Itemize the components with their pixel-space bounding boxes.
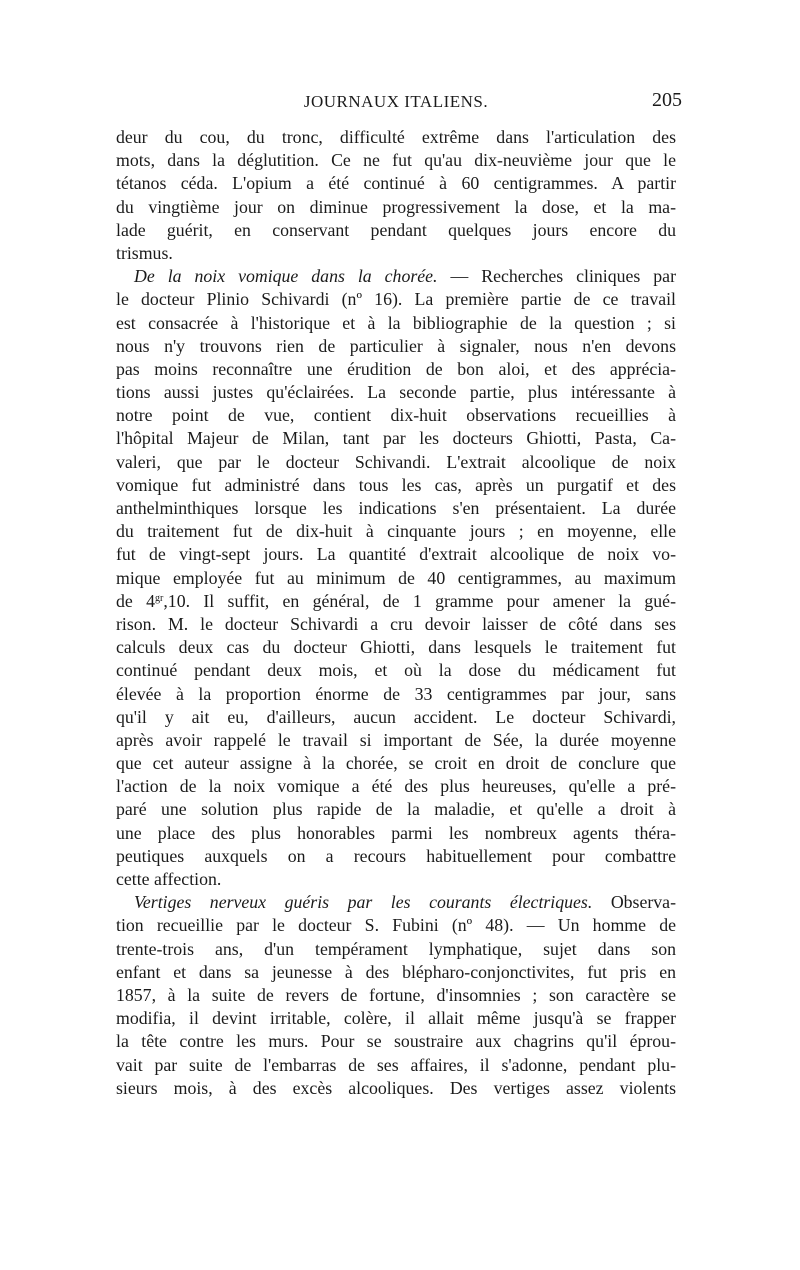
- line-text: cette affection.: [116, 869, 222, 889]
- text-line: [116, 1030, 676, 1053]
- line-text: qu'il y ait eu, d'ailleurs, aucun accident. Le docteur Schivardi,: [116, 706, 676, 727]
- text-line: [116, 822, 676, 845]
- line-text: que cet auteur assigne à la chorée, se croit en droit de conclure que: [116, 753, 676, 774]
- text-line: [116, 451, 676, 474]
- line-text: fut de vingt-sept jours. La quantité d'extrait alcoolique de noix vo-: [116, 544, 676, 565]
- line-text: continué pendant deux mois, et où la dose du médicament fut: [116, 660, 676, 681]
- text-line: [116, 149, 676, 172]
- line-text: après avoir rappelé le travail si important de Sée, la durée moyenne: [116, 729, 676, 750]
- text-line: [116, 914, 676, 937]
- line-text: peutiques auxquels on a recours habituellement pour combattre: [116, 845, 676, 866]
- text-line: [116, 126, 676, 149]
- text-line: [116, 543, 676, 566]
- line-text: lade guérit, en conservant pendant quelques jours encore du: [116, 219, 676, 240]
- text-line: [116, 358, 676, 381]
- text-line: [116, 219, 676, 242]
- line-text: vait par suite de l'embarras de ses affaires, il s'adonne, pendant plu-: [116, 1054, 676, 1075]
- text-line: [116, 706, 676, 729]
- running-head: [116, 89, 682, 120]
- text-line: [116, 474, 676, 497]
- line-text: trismus.: [116, 242, 173, 263]
- text-line: [116, 729, 676, 752]
- italic-heading: Vertiges nerveux guéris par les courants électriques.: [134, 892, 593, 913]
- line-text: l'action de la noix vomique a été des plus heureuses, qu'elle a pré-: [116, 776, 676, 797]
- text-line: [116, 659, 676, 682]
- text-line: [116, 868, 676, 891]
- line-text: modifia, il devint irritable, colère, il allait même jusqu'à se frapper: [116, 1008, 676, 1029]
- line-text: enfant et dans sa jeunesse à des blépharo-conjonctivites, fut pris en: [116, 961, 676, 982]
- text-line: [116, 196, 676, 219]
- text-line: [116, 1054, 676, 1077]
- body-text: [116, 126, 676, 1100]
- text-line: [116, 381, 676, 404]
- text-line: [116, 775, 676, 798]
- line-text: ,10. Il suffit, en général, de 1 gramme pour amener la gué-: [163, 590, 676, 611]
- text-line: [116, 427, 676, 450]
- line-text: nous n'y trouvons rien de particulier à signaler, nous n'en devons: [116, 335, 676, 356]
- line-text: valeri, que par le docteur Schivandi. L'extrait alcoolique de noix: [116, 451, 676, 472]
- line-text: élevée à la proportion énorme de 33 centigrammes par jour, sans: [116, 683, 676, 704]
- text-line: [116, 984, 676, 1007]
- line-text: l'hôpital Majeur de Milan, tant par les docteurs Ghiotti, Pasta, Ca-: [116, 428, 676, 449]
- text-line: [116, 1077, 676, 1100]
- line-text: Observa-: [592, 892, 676, 913]
- text-line: [116, 1007, 676, 1030]
- line-text: le docteur Plinio Schivardi (nº 16). La première partie de ce travail: [116, 289, 676, 310]
- text-line: [116, 938, 676, 961]
- text-line: [116, 845, 676, 868]
- book-page: [116, 89, 682, 1100]
- text-line: [116, 567, 676, 590]
- line-text: 1857, à la suite de revers de fortune, d'insomnies ; son caractère se: [116, 984, 676, 1005]
- text-line: [116, 613, 676, 636]
- line-text: deur du cou, du tronc, difficulté extrême dans l'articulation des: [116, 127, 676, 147]
- line-text: mique employée fut au minimum de 40 centigrammes, au maximum: [116, 567, 676, 588]
- text-line: [116, 798, 676, 821]
- text-line: [116, 891, 676, 914]
- line-text: mots, dans la déglutition. Ce ne fut qu'au dix-neuvième jour que le: [116, 150, 676, 171]
- line-text: tion recueillie par le docteur S. Fubini (nº 48). — Un homme de: [116, 915, 676, 936]
- text-line: [116, 312, 676, 335]
- text-line: [116, 404, 676, 427]
- line-text: une place des plus honorables parmi les nombreux agents théra-: [116, 822, 676, 843]
- italic-heading: De la noix vomique dans la chorée.: [134, 266, 438, 287]
- line-text: anthelminthiques lorsque les indications s'en présentaient. La durée: [116, 498, 676, 518]
- text-line: [116, 288, 676, 311]
- line-text: est consacrée à l'historique et à la bibliographie de la question ; si: [116, 312, 676, 333]
- page-number: 205: [652, 89, 682, 111]
- line-text: la tête contre les murs. Pour se soustraire aux chagrins qu'il éprou-: [116, 1031, 676, 1052]
- text-line: [116, 242, 676, 265]
- line-text: paré une solution plus rapide de la maladie, et qu'elle a droit à: [116, 799, 676, 820]
- line-text: — Recherches cliniques par: [437, 266, 676, 287]
- line-text: du vingtième jour on diminue progressivement la dose, et la ma-: [116, 196, 676, 217]
- running-head-title: JOURNAUX ITALIENS.: [303, 92, 489, 111]
- line-text: sieurs mois, à des excès alcooliques. Des vertiges assez violents: [116, 1077, 676, 1098]
- line-text: notre point de vue, contient dix-huit observations recueillies à: [116, 405, 676, 426]
- line-text: pas moins reconnaître une érudition de bon aloi, et des apprécia-: [116, 358, 676, 379]
- line-text: tétanos céda. L'opium a été continué à 60 centigrammes. A partir: [116, 173, 676, 194]
- line-text: du traitement fut de dix-huit à cinquante jours ; en moyenne, elle: [116, 521, 676, 542]
- text-line: [116, 497, 676, 520]
- text-line: [116, 265, 676, 288]
- text-line: [116, 752, 676, 775]
- text-line: [116, 636, 676, 659]
- text-line: [116, 335, 676, 358]
- superscript-unit: gr: [155, 592, 164, 604]
- line-text: de 4: [116, 590, 156, 611]
- text-line: [116, 590, 676, 613]
- line-text: calculs deux cas du docteur Ghiotti, dans lesquels le traitement fut: [116, 637, 676, 658]
- line-text: tions aussi justes qu'éclairées. La seconde partie, plus intéressante à: [116, 382, 676, 403]
- line-text: vomique fut administré dans tous les cas, après un purgatif et des: [116, 474, 676, 495]
- text-line: [116, 683, 676, 706]
- line-text: trente-trois ans, d'un tempérament lymphatique, sujet dans son: [116, 938, 676, 959]
- text-line: [116, 961, 676, 984]
- line-text: rison. M. le docteur Schivardi a cru devoir laisser de côté dans ses: [116, 613, 676, 634]
- text-line: [116, 520, 676, 543]
- text-line: [116, 172, 676, 195]
